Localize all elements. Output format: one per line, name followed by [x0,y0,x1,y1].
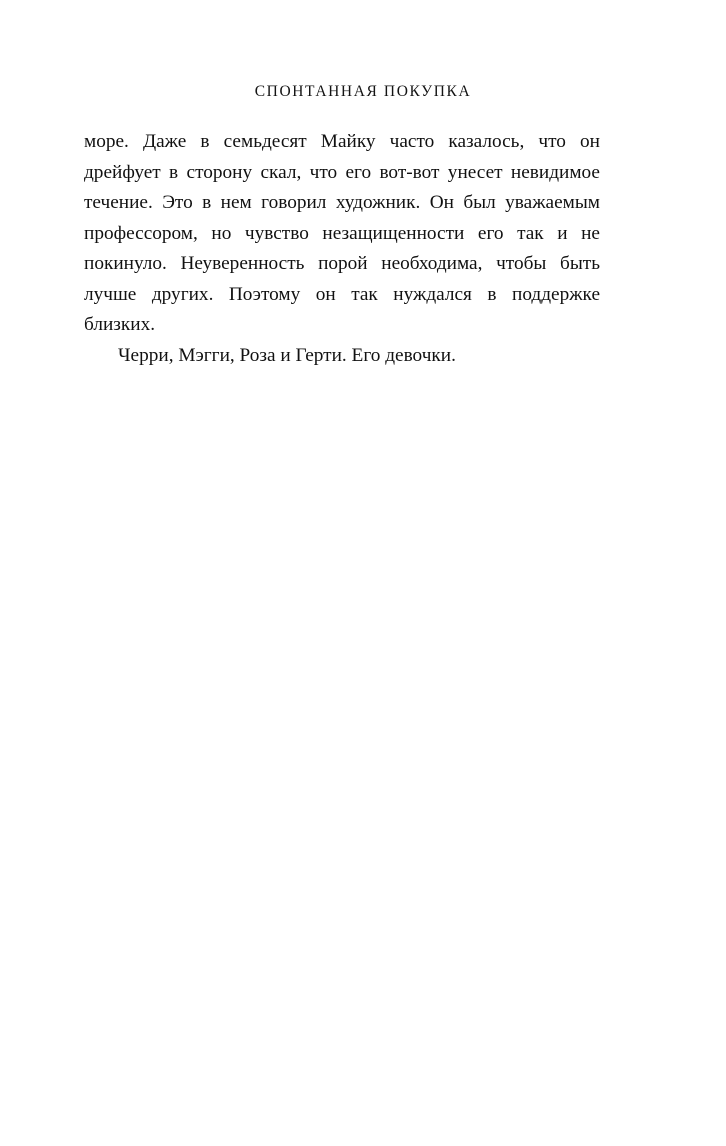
body-paragraph: Черри, Мэгги, Роза и Герти. Его девочки. [118,344,456,366]
running-head: СПОНТАННАЯ ПОКУПКА [254,83,472,100]
body-paragraph: море. Даже в семьдесят Майку часто казалось, что он дрейфует в сторону скал, что его вот-вот унесет невидимое течение. Это в нем говорил художник. Он был уважаемым профессором, но чувство незащищенности его так и не покинуло. Неуверенность порой необходима, чтобы быть лучше других. Поэтому он так нуждался в поддержке близких. [84,131,600,335]
body-text-block [84,127,600,371]
